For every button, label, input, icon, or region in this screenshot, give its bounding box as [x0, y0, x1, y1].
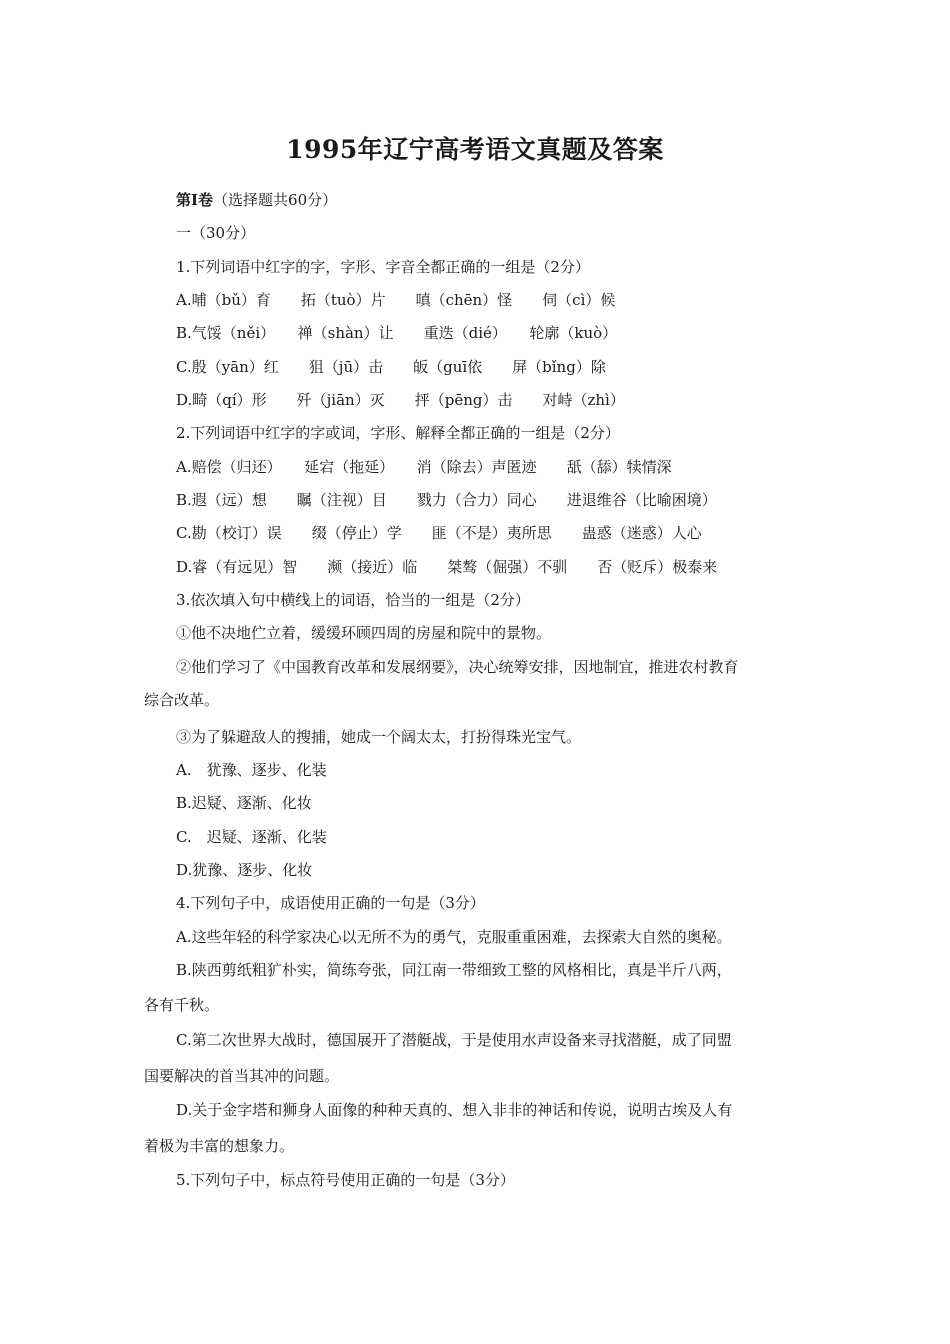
part-label: 第Ⅰ卷 — [176, 191, 214, 209]
q2-option-b: B.遐（远）想 瞩（注视）目 戮力（合力）同心 进退维谷（比喻困境） — [176, 491, 717, 509]
q4-option-d: D.关于金字塔和狮身人面像的种种天真的、想入非非的神话和传说，说明古埃及人有 — [176, 1101, 733, 1119]
q3-option-b: B.迟疑、逐渐、化妆 — [176, 794, 312, 812]
q4-stem: 4.下列句子中，成语使用正确的一句是（3分） — [176, 894, 485, 912]
q2-stem: 2.下列词语中红字的字或词，字形、解释全都正确的一组是（2分） — [176, 424, 620, 442]
q3-sentence-2: ②他们学习了《中国教育改革和发展纲要》，决心统筹安排，因地制宜，推进农村教育 — [176, 658, 739, 676]
q4-option-b: B.陕西剪纸粗犷朴实，简练夸张，同江南一带细致工整的风格相比，真是半斤八两， — [176, 961, 732, 979]
q1-option-d: D.畸（qí）形 歼（jiān）灭 抨（pēng）击 对峙（zhì） — [176, 391, 625, 409]
q1-option-b: B.气馁（něi） 禅（shàn）让 重迭（dié） 轮廓（kuò） — [176, 324, 618, 342]
section-heading: 一（30分） — [176, 224, 256, 242]
part-desc: （选择题共60分） — [213, 191, 338, 209]
q5-stem: 5.下列句子中，标点符号使用正确的一句是（3分） — [176, 1171, 515, 1189]
q1-stem: 1.下列词语中红字的字，字形、字音全都正确的一组是（2分） — [176, 258, 590, 276]
q2-option-a: A.赔偿（归还） 延宕（拖延） 消（除去）声匿迹 舐（舔）犊情深 — [176, 458, 672, 476]
q3-stem: 3.依次填入句中横线上的词语，恰当的一组是（2分） — [176, 591, 530, 609]
q3-sentence-3: ③为了躲避敌人的搜捕，她成一个阔太太，打扮得珠光宝气。 — [176, 728, 582, 746]
q3-sentence-1: ①他不决地伫立着，缓缓环顾四周的房屋和院中的景物。 — [176, 624, 552, 642]
q2-option-c: C.勘（校订）误 缀（停止）学 匪（不是）夷所思 蛊惑（迷惑）人心 — [176, 524, 702, 542]
page-title: 1995年辽宁高考语文真题及答案 — [286, 135, 664, 164]
q3-sentence-2-cont: 综合改革。 — [144, 691, 220, 709]
q1-option-c: C.殷（yān）红 狙（jū）击 皈（guī依 屏（bǐng）除 — [176, 358, 606, 376]
q2-option-d: D.睿（有远见）智 濒（接近）临 桀骜（倔强）不驯 否（贬斥）极泰来 — [176, 558, 718, 576]
q1-option-a: A.哺（bǔ）育 拓（tuò）片 嗔（chēn）怪 伺（cì）候 — [176, 291, 616, 309]
q3-option-a: A. 犹豫、逐步、化装 — [176, 761, 327, 779]
q4-option-c: C.第二次世界大战时，德国展开了潜艇战，于是使用水声设备来寻找潜艇，成了同盟 — [176, 1031, 732, 1049]
q3-option-d: D.犹豫、逐步、化妆 — [176, 861, 313, 879]
q4-option-d-cont: 着极为丰富的想象力。 — [144, 1137, 295, 1155]
part-heading — [176, 188, 816, 212]
q3-option-c: C. 迟疑、逐渐、化装 — [176, 828, 327, 846]
q4-option-a: A.这些年轻的科学家决心以无所不为的勇气，克服重重困难，去探索大自然的奥秘。 — [176, 928, 732, 946]
q4-option-b-cont: 各有千秋。 — [144, 996, 220, 1014]
q4-option-c-cont: 国要解决的首当其冲的问题。 — [144, 1067, 340, 1085]
